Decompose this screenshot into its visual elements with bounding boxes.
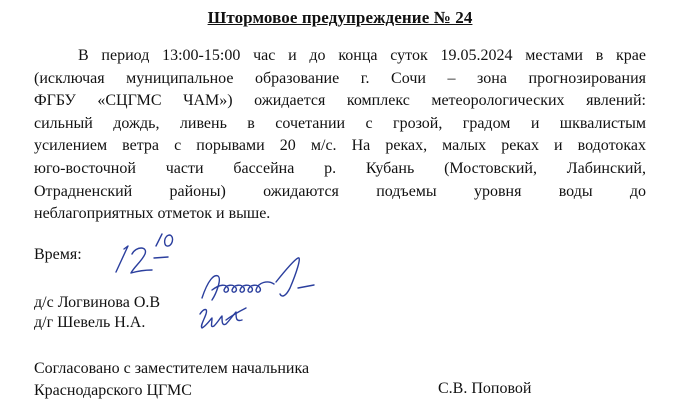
agreement-line: Согласовано с заместителем начальника xyxy=(34,360,310,377)
warning-body xyxy=(34,45,646,226)
body-line: юго-восточной части бассейна р. Кубань (Мостовский, Лабинский, xyxy=(34,159,646,177)
body-line: (исключая муниципальное образование г. Сочи – зона прогнозирования xyxy=(34,69,646,87)
signer-forecaster: д/с Логвинова О.В xyxy=(34,294,161,311)
body-line: ФГБУ «СЦГМС ЧАМ») ожидается комплекс метеорологических явлений: xyxy=(34,92,646,110)
time-label: Время: xyxy=(34,246,82,263)
agreement-block xyxy=(34,358,309,402)
body-line: Отрадненский районы) ожидаются подъемы уровня воды до xyxy=(34,182,646,200)
body-line: неблагоприятных отметок и выше. xyxy=(34,205,271,223)
body-line: усилением ветра с порывами 20 м/с. На реках, малых реках и водотоках xyxy=(34,137,646,155)
signer-hydrologist: д/г Шевель Н.А. xyxy=(34,314,146,331)
agreement-line: Краснодарского ЦГМС xyxy=(34,382,192,399)
signature-shevel xyxy=(196,300,248,332)
body-line: сильный дождь, ливень в сочетании с грозой, градом и шквалистым xyxy=(34,114,646,132)
document-title: Штормовое предупреждение № 24 xyxy=(207,8,473,27)
handwritten-time xyxy=(108,232,180,276)
chief-name: С.В. Поповой xyxy=(438,380,532,397)
signature-logvinova xyxy=(198,254,322,306)
body-line: В период 13:00-15:00 час и до конца суток 19.05.2024 местами в крае xyxy=(78,47,646,64)
